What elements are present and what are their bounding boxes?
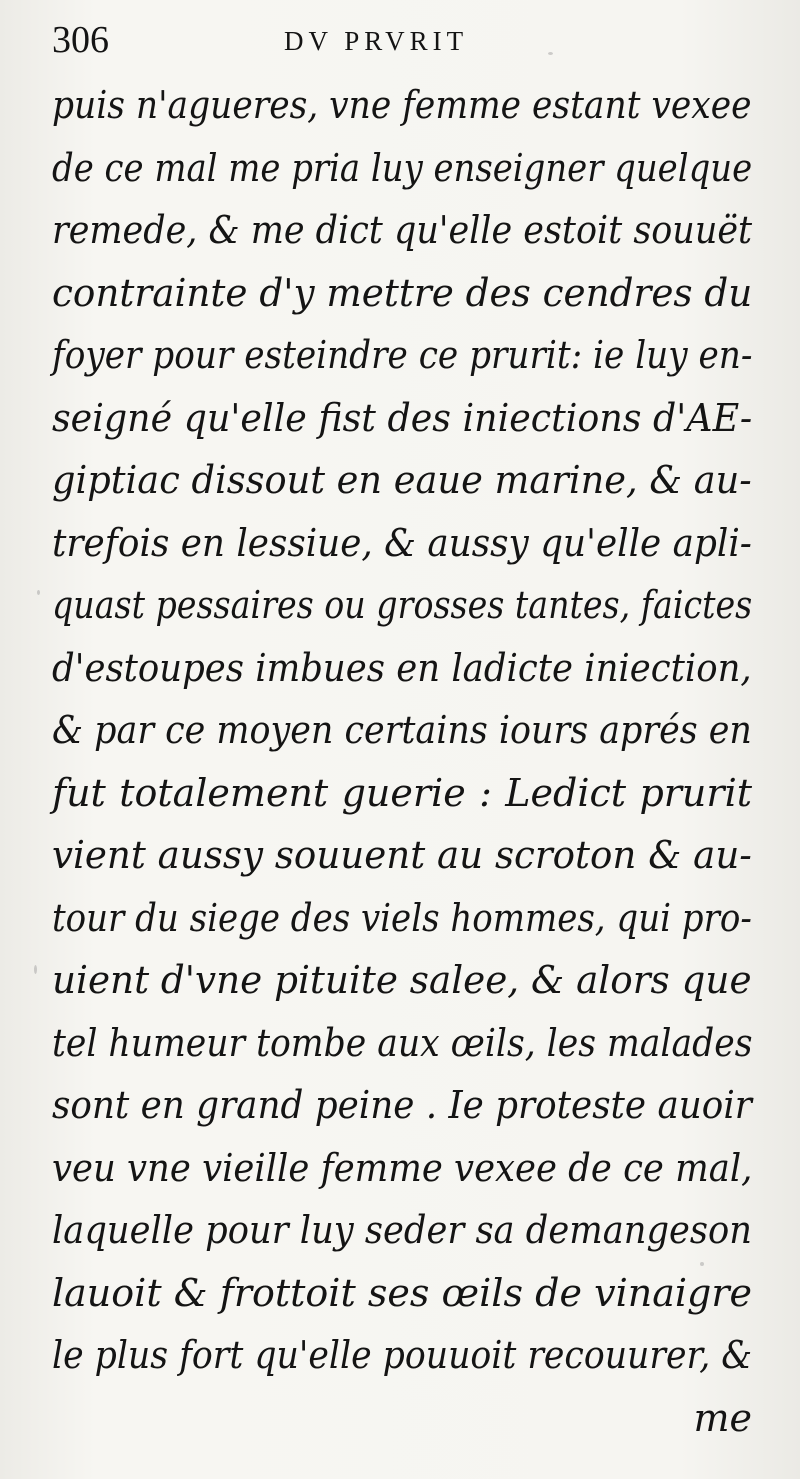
text-line: sont en grand peine . Ie proteste auoir: [52, 1083, 752, 1127]
paper-speck: [548, 52, 553, 55]
body-text: [52, 74, 752, 1449]
text-line: & par ce moyen certains iours aprés en: [52, 708, 752, 752]
text-line: laquelle pour luy seder sa demangeson: [52, 1208, 753, 1252]
text-line: trefois en lessiue, & aussy qu'elle apli-: [52, 520, 752, 565]
page-number: 306: [52, 19, 109, 61]
paper-speck: [34, 965, 37, 974]
text-line: giptiac dissout en eaue marine, & au-: [52, 458, 752, 502]
text-line: quast pessaires ou grosses tantes, faictes: [52, 583, 753, 627]
paper-speck: [37, 590, 40, 595]
catchword: me: [693, 1395, 752, 1440]
text-line: remede, & me dict qu'elle estoit souuët: [52, 208, 753, 252]
text-line: tour du siege des viels hommes, qui pro-: [52, 895, 752, 940]
text-line: vient aussy souuent au scroton & au-: [52, 833, 752, 877]
text-line: puis n'agueres, vne femme estant vexee: [52, 83, 752, 127]
running-head: DV PRVRIT: [284, 26, 469, 56]
page-header: [52, 14, 752, 64]
text-line: foyer pour esteindre ce prurit: ie luy en-: [52, 333, 753, 377]
text-line: fut totalement guerie : Ledict prurit: [52, 770, 752, 815]
text-line: le plus fort qu'elle pouuoit recouurer, &: [52, 1333, 753, 1377]
text-line: veu vne vieille femme vexee de ce mal,: [52, 1145, 753, 1190]
text-line: tel humeur tombe aux œils, les malades: [52, 1020, 753, 1065]
paper-speck: [700, 1262, 704, 1266]
text-line: lauoit & frottoit ses œils de vinaigre: [52, 1270, 752, 1315]
text-line: de ce mal me pria luy enseigner quelque: [52, 145, 753, 190]
text-line: seigné qu'elle fist des iniections d'AE-: [52, 395, 753, 440]
text-line: d'estoupes imbues en ladicte iniection,: [52, 645, 752, 690]
text-line: contrainte d'y mettre des cendres du: [52, 270, 753, 315]
text-line: uient d'vne pituite salee, & alors que: [52, 958, 752, 1002]
